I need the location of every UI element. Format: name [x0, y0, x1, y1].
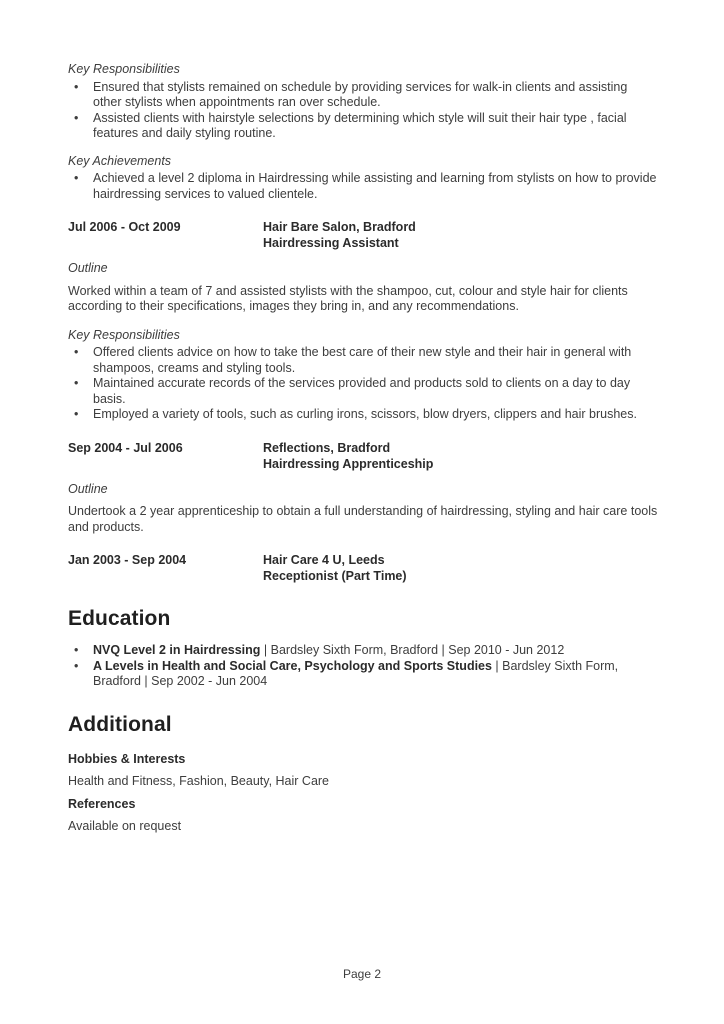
education-item: [68, 643, 658, 659]
education-qualification: NVQ Level 2 in Hairdressing: [93, 643, 261, 657]
outline-text: Worked within a team of 7 and assisted stylists with the shampoo, cut, colour and style hair for clients according to their specifications, images they bring in, and any recommendations.: [68, 283, 628, 313]
job-company-title: [263, 552, 658, 584]
outline-heading: Outline: [68, 261, 108, 275]
education-details: | Bardsley Sixth Form, Bradford | Sep 2010 - Jun 2012: [260, 643, 565, 657]
key-achievements-heading: Key Achievements: [68, 153, 172, 168]
hobbies-text: Health and Fitness, Fashion, Beauty, Hair Care: [68, 774, 330, 788]
references-heading: References: [68, 796, 136, 811]
education-list: [68, 643, 658, 690]
job-dates: Jul 2006 - Oct 2009: [68, 220, 181, 234]
outline-text: Undertook a 2 year apprenticeship to obtain a full understanding of hairdressing, styling and hair care tools and products.: [68, 504, 658, 534]
responsibility-item: • Assisted clients with hairstyle selections by determining which style will suit their hair type , facial features and daily styling routine.: [68, 111, 658, 142]
job-title: Receptionist (Part Time): [263, 569, 407, 583]
job-title: Hairdressing Apprenticeship: [263, 456, 434, 471]
achievement-item: • Achieved a level 2 diploma in Hairdressing while assisting and learning from stylists on how to provide hairdressing services to valued clientele.: [68, 171, 658, 202]
job-company-title: [263, 219, 658, 251]
responsibility-item: • Employed a variety of tools, such as curling irons, scissors, blow dryers, clippers and hair brushes.: [68, 407, 658, 423]
additional-heading: Additional: [68, 712, 172, 736]
job-dates: Sep 2004 - Jul 2006: [68, 440, 183, 455]
job-header: [68, 440, 658, 472]
key-responsibilities-heading: Key Responsibilities: [68, 327, 180, 342]
responsibilities-list: [68, 345, 658, 423]
cv-content: [68, 62, 658, 835]
education-details: | Bardsley Sixth Form, Bradford | Sep 2002 - Jun 2004: [93, 658, 619, 688]
outline-heading: Outline: [68, 481, 108, 496]
education-qualification: A Levels in Health and Social Care, Psychology and Sports Studies: [93, 658, 492, 673]
job-title: Hairdressing Assistant: [263, 236, 399, 250]
references-text: Available on request: [68, 819, 182, 833]
key-responsibilities-heading: Key Responsibilities: [68, 62, 180, 76]
achievements-list: [68, 171, 658, 202]
job-company: Reflections, Bradford: [263, 440, 391, 455]
responsibility-item: • Maintained accurate records of the services provided and products sold to clients on a day to day basis.: [68, 376, 658, 407]
job-company: Hair Care 4 U, Leeds: [263, 553, 385, 567]
responsibility-item: • Offered clients advice on how to take the best care of their new style and their hair in general with shampoos, creams and styling tools.: [68, 345, 658, 376]
hobbies-heading: Hobbies & Interests: [68, 751, 186, 766]
job-header: [68, 552, 658, 584]
job-company-title: [263, 440, 658, 472]
education-item: [68, 659, 658, 690]
job-company: Hair Bare Salon, Bradford: [263, 220, 416, 234]
education-heading: Education: [68, 607, 171, 630]
job-dates: Jan 2003 - Sep 2004: [68, 553, 187, 567]
page-number: Page 2: [342, 967, 382, 981]
responsibility-item: • Ensured that stylists remained on schedule by providing services for walk-in clients and assisting other stylists when appointments ran over schedule.: [68, 80, 658, 111]
responsibilities-list: [68, 80, 658, 142]
job-header: [68, 219, 658, 251]
